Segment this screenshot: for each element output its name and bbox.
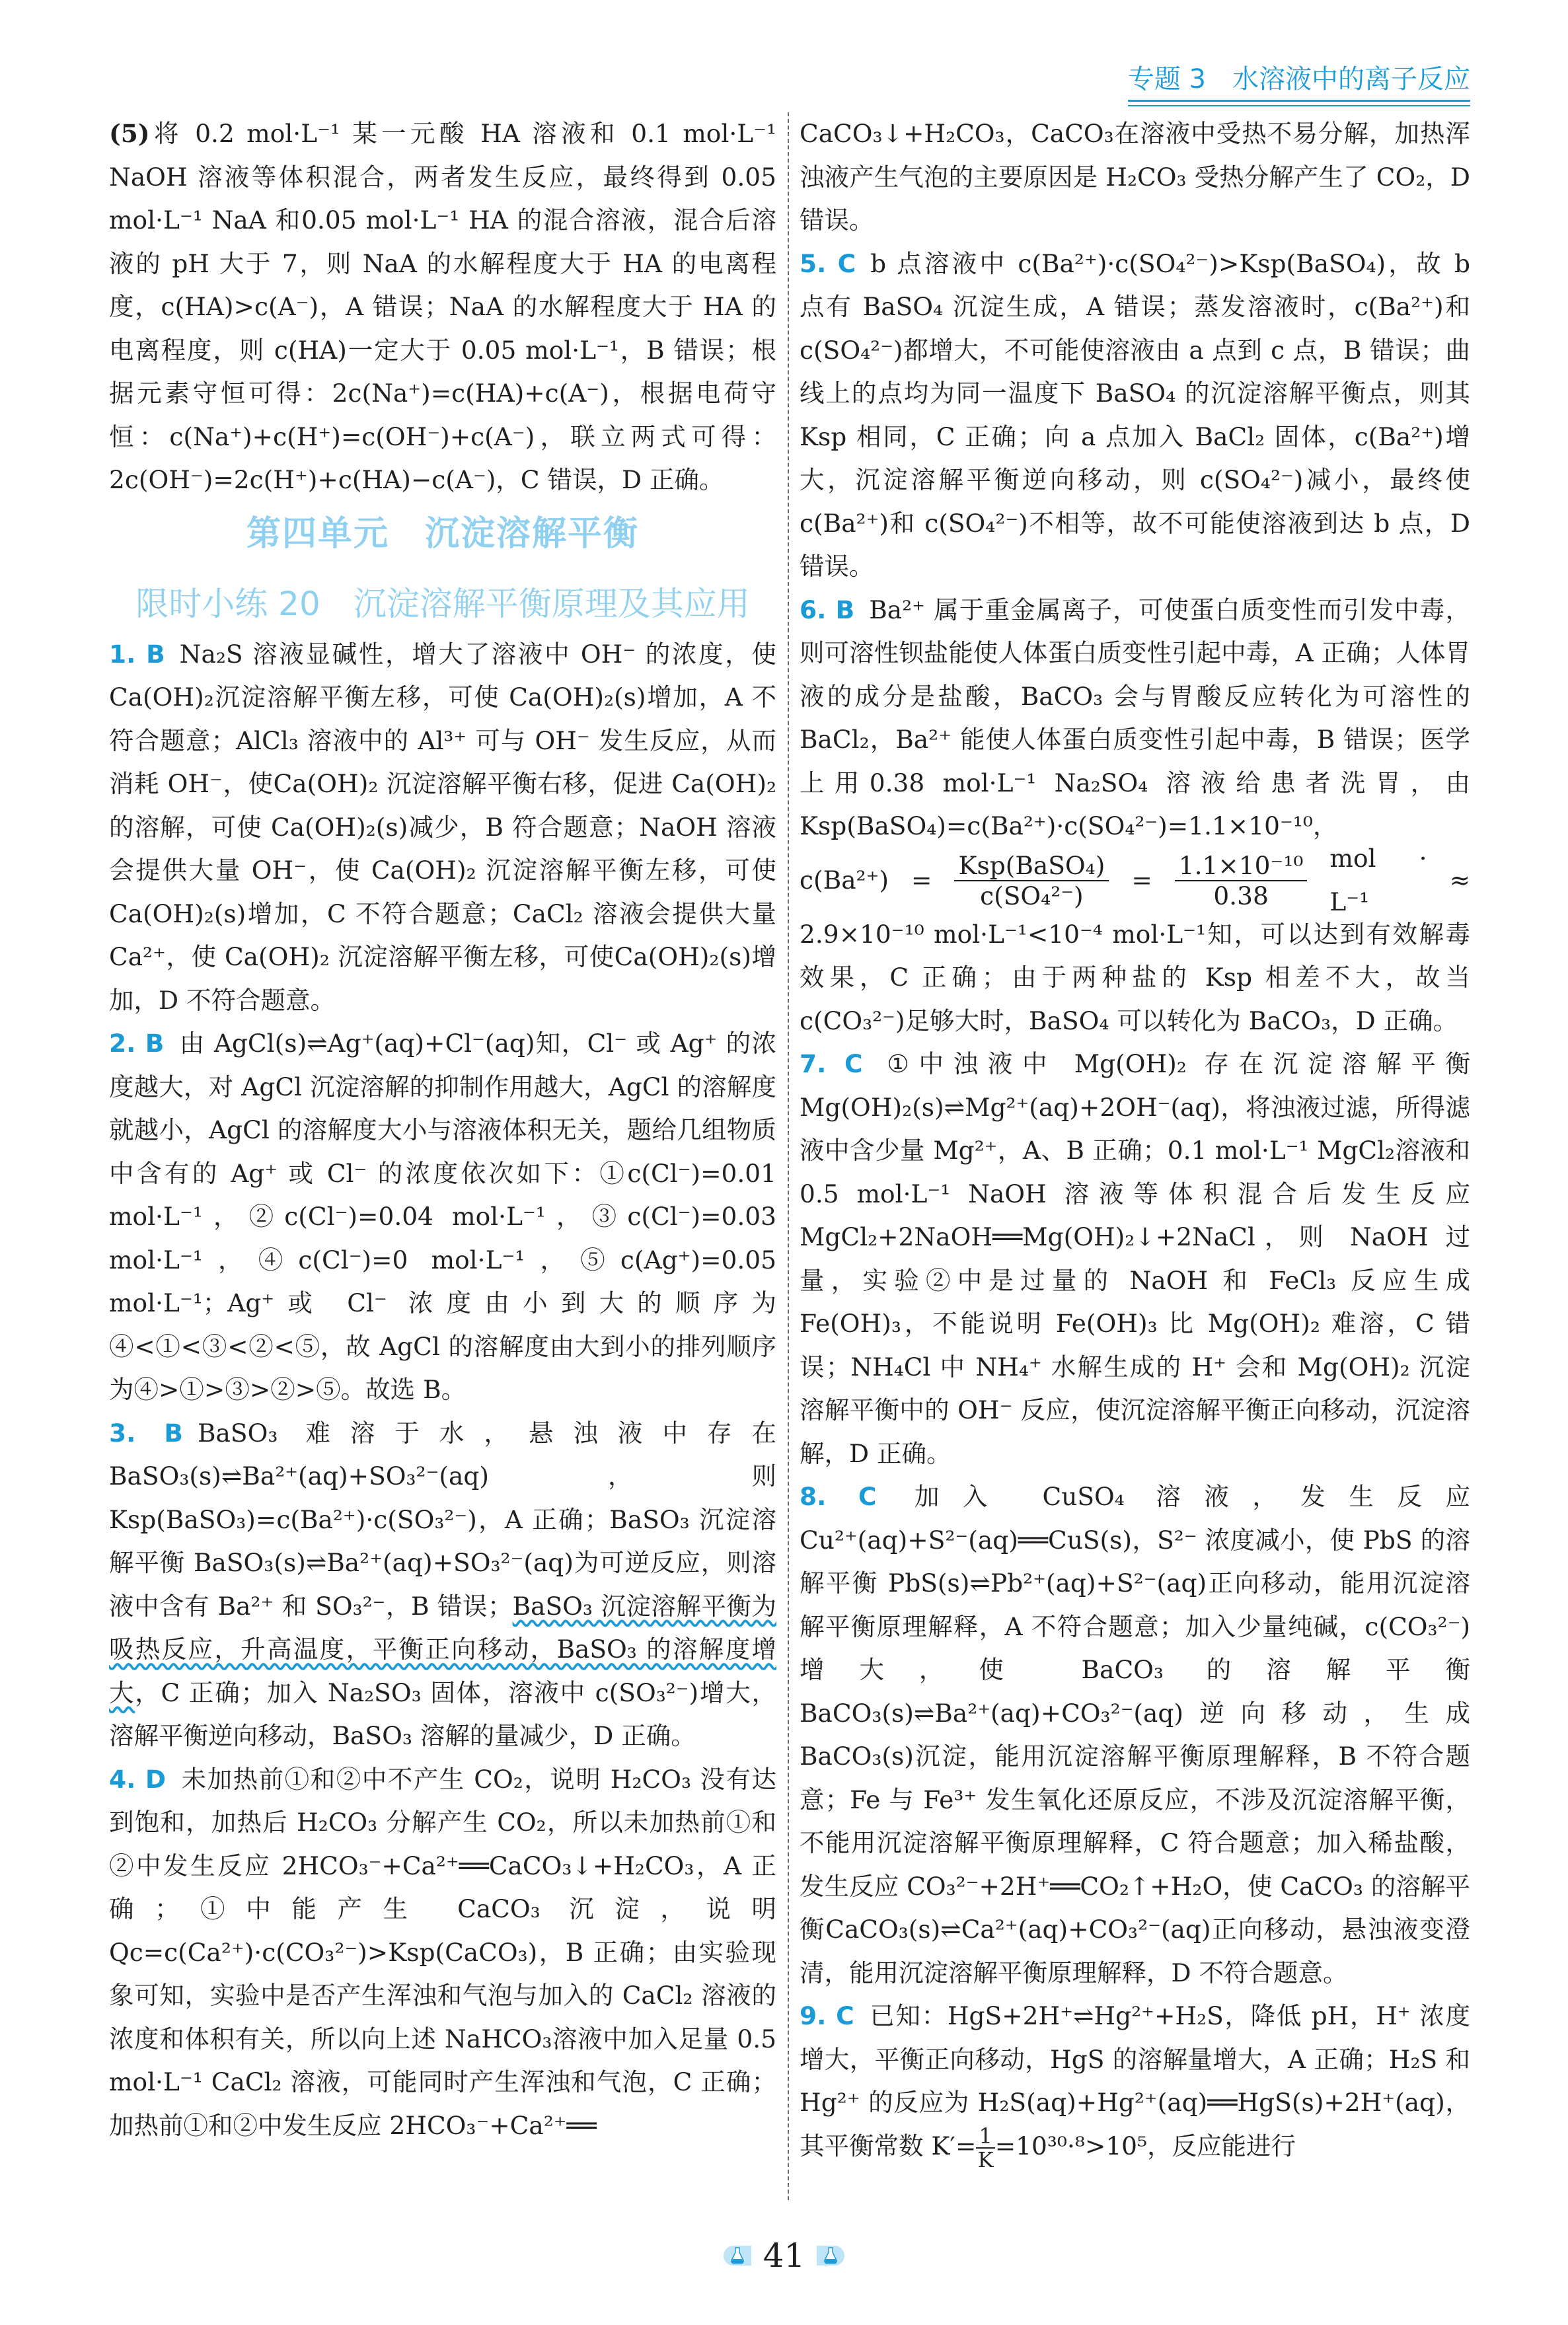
answer-label: 4. D (109, 1764, 167, 1794)
page-footer (0, 2236, 1568, 2275)
answer-label: 3. B (109, 1418, 183, 1448)
formula-unit: mol · L⁻¹ (1329, 844, 1427, 916)
answer-label: 9. C (800, 2001, 854, 2030)
section-title: 限时小练 20 沉淀溶解平衡原理及其应用 (135, 584, 750, 623)
answer-q3 (109, 1412, 776, 1758)
answer-label: 2. B (109, 1029, 165, 1058)
answer-text: 加入 CuSO₄ 溶液，发生反应 Cu²⁺(aq)+S²⁻(aq)══CuS(s)，S²⁻ 浓度减小，使 PbS 的溶解平衡 PbS(s)⇌Pb²⁺(aq)+S²⁻(aq)正向移动，能用沉淀溶解平衡原理解释，A 不符合题意；加入少量纯碱，c(CO₃²⁻)增大，使 BaCO₃ 的溶解平衡BaCO₃(s)⇌Ba²⁺(aq)+CO₃²⁻(aq)逆向移动，生成BaCO₃(s)沉淀，能用沉淀溶解平衡原理解释，B 不符合题意；Fe 与 Fe³⁺ 发生氧化还原反应，不涉及沉淀溶解平衡，不能用沉淀溶解平衡原理解释，C 符合题意；加入稀盐酸，发生反应 CO₃²⁻+2H⁺══CO₂↑+H₂O，使 CaCO₃ 的溶解平衡CaCO₃(s)⇌Ca²⁺(aq)+CO₃²⁻(aq)正向移动，悬浊液变澄清，能用沉淀溶解平衡原理解释，D 不符合题意。 (800, 1482, 1470, 1987)
fraction-numerator: 1.1×10⁻¹⁰ (1175, 851, 1308, 881)
answer-q1 (109, 633, 776, 1023)
answer-q6-continued: 2.9×10⁻¹⁰ mol·L⁻¹<10⁻⁴ mol·L⁻¹知，可以达到有效解毒效果，C 正确；由于两种盐的 Ksp 相差不大，故当 c(CO₃²⁻)足够大时，BaSO₄ 可以转化为 BaCO₃，D 正确。 (800, 919, 1470, 1035)
answer-text: b 点溶液中 c(Ba²⁺)·c(SO₄²⁻)>Ksp(BaSO₄)，故 b 点有 BaSO₄ 沉淀生成，A 错误；蒸发溶液时，c(Ba²⁺)和 c(SO₄²⁻)都增大，不可能使溶液由 a 点到 c 点，B 错误；曲线上的点均为同一温度下 BaSO₄ 的沉淀溶解平衡点，则其 Ksp 相同，C 正确；向 a 点加入 BaCl₂ 固体，c(Ba²⁺)增大，沉淀溶解平衡逆向移动，则 c(SO₄²⁻)减小，最终使 c(Ba²⁺)和 c(SO₄²⁻)不相等，故不可能使溶液到达 b 点，D 错误。 (800, 248, 1471, 581)
ksp-formula (800, 844, 1470, 916)
answer-q9 (800, 1995, 1470, 2171)
left-column (109, 112, 776, 2147)
wavy-underlined-text: BaSO₃ 沉淀溶解平衡为吸热反应，升高温度，平衡正向移动，BaSO₃ 的溶解度增大 (109, 1591, 776, 1707)
fraction-value (1175, 851, 1308, 910)
answer-q4-continued: CaCO₃↓+H₂CO₃，CaCO₃在溶液中受热不易分解，加热浑浊液产生气泡的主要原因是 H₂CO₃ 受热分解产生了 CO₂，D 错误。 (800, 119, 1470, 235)
unit-title: 第四单元 沉淀溶解平衡 (246, 513, 639, 554)
answer-text: =10³⁰·⁸>10⁵，反应能进行 (994, 2131, 1296, 2160)
answer-q7 (800, 1043, 1470, 1475)
fraction-ksp (954, 851, 1109, 910)
answer-text: BaSO₃ 难溶于水，悬浊液中存在 BaSO₃(s)⇌Ba²⁺(aq)+SO₃²⁻(aq)，则 Ksp(BaSO₃)=c(Ba²⁺)·c(SO₃²⁻)，A 正确；BaSO₃ 沉淀溶解平衡 BaSO₃(s)⇌Ba²⁺(aq)+SO₃²⁻(aq)为可逆反应，则溶液中含有 Ba²⁺ 和 SO₃²⁻，B 错误； (109, 1418, 776, 1621)
answer-q4 (109, 1758, 776, 2148)
answer-label: 6. B (800, 595, 855, 624)
fraction-numerator: Ksp(BaSO₄) (954, 851, 1109, 881)
answer-text: Ba²⁺ 属于重金属离子，可使蛋白质变性而引发中毒，则可溶性钡盐能使人体蛋白质变性引起中毒，A 正确；人体胃液的成分是盐酸，BaCO₃ 会与胃酸反应转化为可溶性的 BaCl₂，Ba²⁺ 能使人体蛋白质变性引起中毒，B 错误；医学上用0.38 mol·L⁻¹ Na₂SO₄ 溶液给患者洗胃，由 Ksp(BaSO₄)=c(Ba²⁺)·c(SO₄²⁻)=1.1×10⁻¹⁰， (800, 595, 1470, 840)
answer-text: ，C 正确；加入 Na₂SO₃ 固体，溶液中 c(SO₃²⁻)增大，溶解平衡逆向移动，BaSO₃ 溶解的量减少，D 正确。 (109, 1678, 776, 1750)
inline-fraction (976, 2125, 994, 2171)
answer-text: 由 AgCl(s)⇌Ag⁺(aq)+Cl⁻(aq)知，Cl⁻ 或 Ag⁺ 的浓度越大，对 AgCl 沉淀溶解的抑制作用越大，AgCl 的溶解度就越小，AgCl 的溶解度大小与溶液体积无关，题给几组物质中含有的 Ag⁺ 或 Cl⁻ 的浓度依次如下：①c(Cl⁻)=0.01 mol·L⁻¹，②c(Cl⁻)=0.04 mol·L⁻¹，③c(Cl⁻)=0.03 mol·L⁻¹，④c(Cl⁻)=0 mol·L⁻¹，⑤c(Ag⁺)=0.05 mol·L⁻¹；Ag⁺或 Cl⁻ 浓度由小到大的顺序为④<①<③<②<⑤，故 AgCl 的溶解度由大到小的排列顺序为④>①>③>②>⑤。故选 B。 (109, 1029, 777, 1404)
fraction-denominator: c(SO₄²⁻) (980, 881, 1084, 910)
formula-approx: ≈ (1449, 865, 1470, 895)
page-number: 41 (763, 2236, 805, 2275)
answer-text: ①中浊液中 Mg(OH)₂ 存在沉淀溶解平衡 Mg(OH)₂(s)⇌Mg²⁺(aq)+2OH⁻(aq)，将浊液过滤，所得滤液中含少量 Mg²⁺，A、B 正确；0.1 mol·L⁻¹ MgCl₂溶液和 0.5 mol·L⁻¹ NaOH 溶液等体积混合后发生反应 MgCl₂+2NaOH══Mg(OH)₂↓+2NaCl，则 NaOH 过量，实验②中是过量的 NaOH 和 FeCl₃ 反应生成 Fe(OH)₃，不能说明 Fe(OH)₃ 比 Mg(OH)₂ 难溶，C 错误；NH₄Cl 中 NH₄⁺ 水解生成的 H⁺ 会和 Mg(OH)₂ 沉淀溶解平衡中的 OH⁻ 反应，使沉淀溶解平衡正向移动，沉淀溶解，D 正确。 (800, 1049, 1471, 1468)
answer-label: 8. C (800, 1482, 877, 1511)
formula-equals: = (911, 865, 932, 895)
fraction-numerator: 1 (976, 2125, 994, 2149)
flask-icon (817, 2246, 844, 2266)
fraction-denominator: K (977, 2147, 994, 2172)
answer-text: Na₂S 溶液显碱性，增大了溶液中 OH⁻ 的浓度，使 Ca(OH)₂沉淀溶解平衡左移，可使 Ca(OH)₂(s)增加，A 不符合题意；AlCl₃ 溶液中的 Al³⁺ 可与 OH⁻ 发生反应，从而消耗 OH⁻，使Ca(OH)₂ 沉淀溶解平衡右移，促进 Ca(OH)₂的溶解，可使 Ca(OH)₂(s)减少，B 符合题意；NaOH 溶液会提供大量 OH⁻，使 Ca(OH)₂ 沉淀溶解平衡左移，可使Ca(OH)₂(s)增加，C 不符合题意；CaCl₂ 溶液会提供大量 Ca²⁺，使 Ca(OH)₂ 沉淀溶解平衡左移，可使Ca(OH)₂(s)增加，D 不符合题意。 (109, 639, 776, 1015)
answer-text: 已知：HgS+2H⁺⇌Hg²⁺+H₂S，降低 pH，H⁺ 浓度增大，平衡正向移动，HgS 的溶解量增大，A 正确；H₂S 和 Hg²⁺ 的反应为 H₂S(aq)+Hg²⁺(aq)══HgS(s)+2H⁺(aq)，其平衡常数 K′= (800, 2001, 1470, 2160)
item-text: 将 0.2 mol·L⁻¹ 某一元酸 HA 溶液和 0.1 mol·L⁻¹ NaOH 溶液等体积混合，两者发生反应，最终得到 0.05 mol·L⁻¹ NaA 和0.05 mol·L⁻¹ HA 的混合溶液，混合后溶液的 pH 大于 7，则 NaA 的水解程度大于 HA 的电离程度，c(HA)>c(A⁻)，A 错误；NaA 的水解程度大于 HA 的电离程度，则 c(HA)一定大于 0.05 mol·L⁻¹，B 错误；根据元素守恒可得：2c(Na⁺)=c(HA)+c(A⁻)，根据电荷守恒：c(Na⁺)+c(H⁺)=c(OH⁻)+c(A⁻)，联立两式可得：2c(OH⁻)=2c(H⁺)+c(HA)−c(A⁻)，C 错误，D 正确。 (109, 119, 776, 494)
answer-q5 (800, 242, 1470, 589)
item-label: (5) (109, 119, 150, 148)
fraction-denominator: 0.38 (1213, 881, 1269, 910)
flask-icon (724, 2246, 751, 2266)
answer-item-5 (109, 112, 776, 502)
column-divider (788, 112, 789, 2200)
formula-lhs: c(Ba²⁺) (800, 865, 889, 895)
answer-q8 (800, 1475, 1470, 1995)
answer-label: 5. C (800, 248, 856, 278)
formula-equals: = (1131, 865, 1152, 895)
answer-q2 (109, 1022, 776, 1412)
answer-label: 1. B (109, 639, 165, 669)
right-column (800, 112, 1470, 2171)
answer-text: 未加热前①和②中不产生 CO₂，说明 H₂CO₃ 没有达到饱和，加热后 H₂CO₃ 分解产生 CO₂，所以未加热前①和②中发生反应 2HCO₃⁻+Ca²⁺══CaCO₃↓+H₂CO₃，A 正确；①中能产生 CaCO₃ 沉淀，说明 Qc=c(Ca²⁺)·c(CO₃²⁻)>Ksp(CaCO₃)，B 正确；由实验现象可知，实验中是否产生浑浊和气泡与加入的 CaCl₂ 溶液的浓度和体积有关，所以向上述 NaHCO₃溶液中加入足量 0.5 mol·L⁻¹ CaCl₂ 溶液，可能同时产生浑浊和气泡，C 正确；加热前①和②中发生反应 2HCO₃⁻+Ca²⁺══ (109, 1764, 776, 2140)
chapter-header: 专题 3 水溶液中的离子反应 (1128, 58, 1470, 102)
answer-label: 7. C (800, 1049, 863, 1078)
answer-q6 (800, 589, 1470, 848)
